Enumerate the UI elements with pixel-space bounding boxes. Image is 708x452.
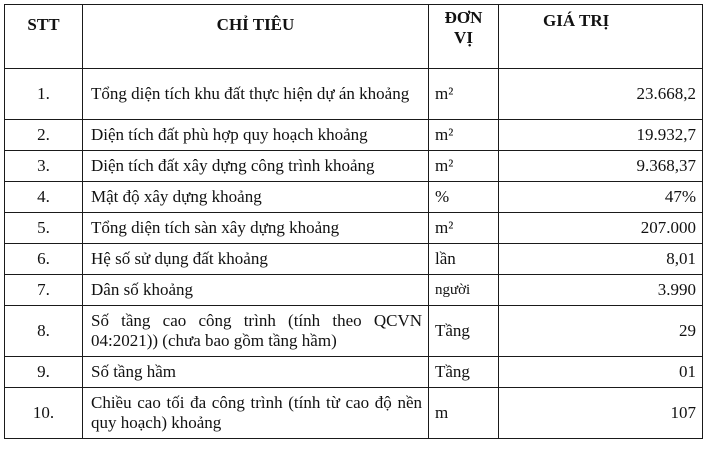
header-name: CHỈ TIÊU [83,5,429,69]
row-value: 19.932,7 [499,120,703,151]
row-unit: Tầng [429,357,499,388]
table-row [5,244,703,275]
row-stt: 10. [5,388,83,439]
header-unit: ĐƠN VỊ [429,5,499,69]
row-value: 3.990 [499,275,703,306]
row-stt: 6. [5,244,83,275]
row-unit: m² [429,213,499,244]
row-unit: m² [429,120,499,151]
row-stt: 5. [5,213,83,244]
table-row [5,306,703,357]
header-value: GIÁ TRỊ [499,5,703,69]
table-row [5,69,703,120]
table-row [5,120,703,151]
row-name: Tổng diện tích khu đất thực hiện dự án khoảng [83,69,429,120]
row-name: Số tầng hầm [83,357,429,388]
row-stt: 2. [5,120,83,151]
row-unit: % [429,182,499,213]
row-stt: 9. [5,357,83,388]
row-stt: 8. [5,306,83,357]
row-name: Số tầng cao công trình (tính theo QCVN 04:2021)) (chưa bao gồm tầng hầm) [83,306,429,357]
table-row [5,357,703,388]
row-unit: Tầng [429,306,499,357]
row-unit: m [429,388,499,439]
row-name: Dân số khoảng [83,275,429,306]
row-value: 9.368,37 [499,151,703,182]
row-value: 23.668,2 [499,69,703,120]
row-stt: 4. [5,182,83,213]
row-unit: lần [429,244,499,275]
row-name: Mật độ xây dựng khoảng [83,182,429,213]
row-value: 47% [499,182,703,213]
row-unit: m² [429,69,499,120]
table-row [5,182,703,213]
row-name: Tổng diện tích sàn xây dựng khoảng [83,213,429,244]
row-name: Diện tích đất xây dựng công trình khoảng [83,151,429,182]
table-row [5,151,703,182]
row-name: Diện tích đất phù hợp quy hoạch khoảng [83,120,429,151]
row-value: 8,01 [499,244,703,275]
row-value: 01 [499,357,703,388]
row-stt: 1. [5,69,83,120]
row-unit: người [429,275,499,306]
table-row [5,275,703,306]
row-unit: m² [429,151,499,182]
row-value: 29 [499,306,703,357]
table-row [5,213,703,244]
row-name: Hệ số sử dụng đất khoảng [83,244,429,275]
row-stt: 7. [5,275,83,306]
header-stt: STT [5,5,83,69]
row-value: 207.000 [499,213,703,244]
row-stt: 3. [5,151,83,182]
table-header-row [5,5,703,69]
row-value: 107 [499,388,703,439]
indicators-table [4,4,703,439]
table-row [5,388,703,439]
row-name: Chiều cao tối đa công trình (tính từ cao độ nền quy hoạch) khoảng [83,388,429,439]
